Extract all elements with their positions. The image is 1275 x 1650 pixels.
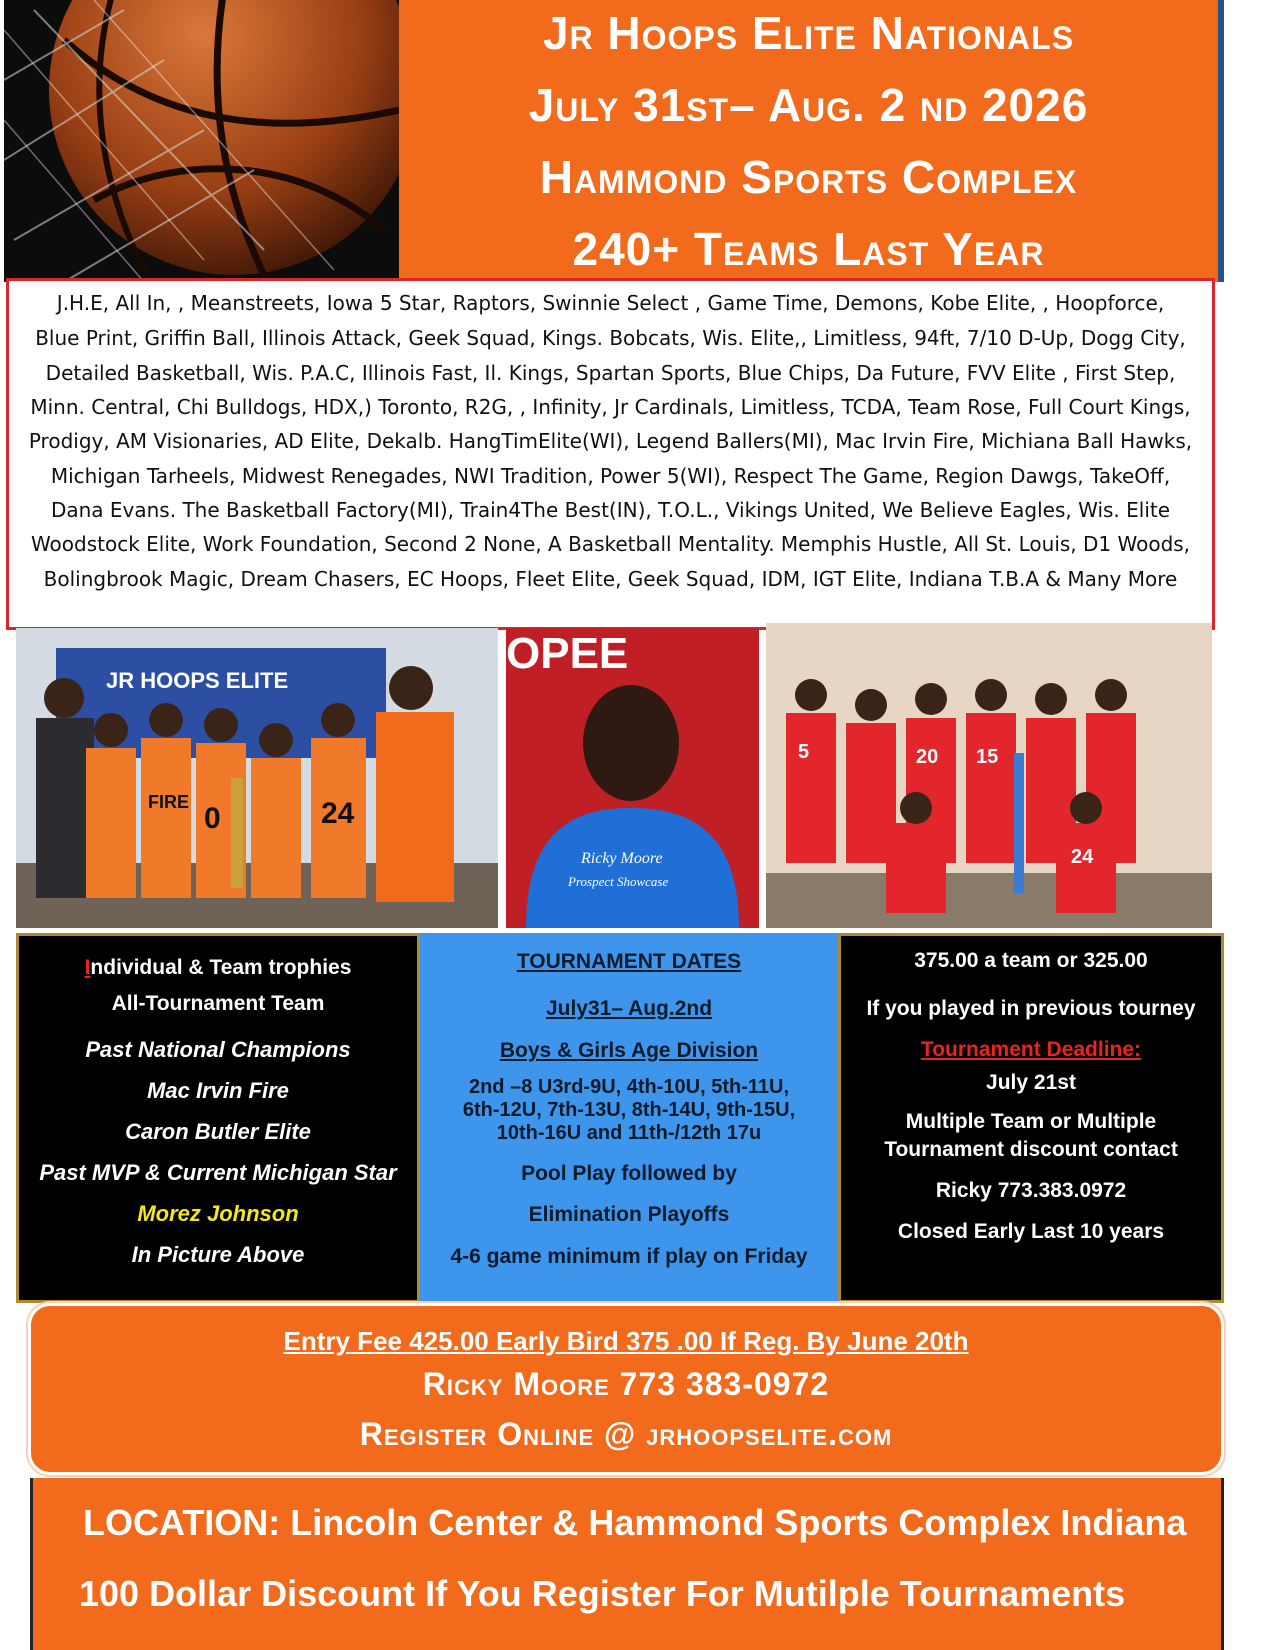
trophies-rest: ndividual & Team trophies: [90, 956, 352, 979]
trophies-line: [19, 956, 417, 980]
team-line: Dana Evans. The Basketball Factory(MI), Train4The Best(IN), T.O.L., Vikings United, We Believe Eagles, Wis. Elite: [50, 498, 1171, 522]
tournament-dates-panel: [420, 933, 838, 1303]
team-line: Bolingbrook Magic, Dream Chasers, EC Hoops, Fleet Elite, Geek Squad, IDM, IGT Elite, Indiana T.B.A & Many More: [43, 567, 1178, 591]
mvp-name: Morez Johnson: [137, 1201, 299, 1226]
discount-text: 100 Dollar Discount If You Register For Mutilple Tournaments: [79, 1573, 1126, 1614]
previous-tourney-note: If you played in previous tourney: [866, 997, 1196, 1020]
team-line: Woodstock Elite, Work Foundation, Second 2 None, A Basketball Mentality. Memphis Hustle, All St. Louis, D1 Woods,: [30, 532, 1191, 556]
shirt-subtext: Prospect Showcase: [568, 874, 669, 889]
closed-early-note: Closed Early Last 10 years: [897, 1220, 1165, 1243]
division-line: 6th-12U, 7th-13U, 8th-14U, 9th-15U,: [462, 1099, 796, 1121]
awards-panel: [16, 933, 420, 1303]
jersey-number: 24: [1071, 846, 1094, 868]
backdrop-text: OPEE: [506, 629, 629, 678]
event-title: Jr Hoops Elite Nationals: [542, 7, 1075, 59]
picture-note: In Picture Above: [131, 1242, 305, 1267]
team-line: J.H.E, All In, , Meanstreets, Iowa 5 Star, Raptors, Swinnie Select , Game Time, Demons, Kobe Elite, , Hoopforce,: [56, 291, 1165, 315]
deadline-date: July 21st: [986, 1071, 1076, 1094]
team-line: Detailed Basketball, Wis. P.A.C, Illinois Fast, Il. Kings, Spartan Sports, Blue Chips, Da Future, FVV Elite , First Step,: [45, 361, 1176, 385]
register-online-link[interactable]: Register Online @ jrhoopselite.com: [359, 1416, 893, 1452]
past-champions-title: Past National Champions: [85, 1037, 351, 1062]
player-portrait-illustration: [506, 628, 759, 928]
champions-team-photo: [16, 628, 498, 928]
trophy-icon: [1014, 753, 1024, 893]
jersey-team-name: FIRE: [148, 792, 190, 812]
division-line: 2nd –8 U3rd-9U, 4th-10U, 5th-11U,: [468, 1076, 790, 1098]
contact-phone: Ricky 773.383.0972: [935, 1179, 1127, 1202]
teams-count: 240+ Teams Last Year: [572, 223, 1045, 275]
team-line: Minn. Central, Chi Bulldogs, HDX,) Toronto, R2G, , Infinity, Jr Cardinals, Limitless, TCDA, Team Rose, Full Court Kings,: [30, 395, 1191, 419]
basketball-illustration: [4, 0, 399, 282]
team-fire-illustration: [16, 628, 498, 928]
trophy-icon: [231, 778, 243, 888]
trophies-first-letter: I: [84, 956, 91, 979]
team-red-illustration: [766, 623, 1212, 928]
champion-name: Caron Butler Elite: [125, 1119, 311, 1144]
team-price: 375.00 a team or 325.00: [914, 949, 1148, 972]
jersey-number: 0: [204, 802, 221, 835]
elimination-text: Elimination Playoffs: [528, 1203, 730, 1226]
past-mvp-title: Past MVP & Current Michigan Star: [39, 1160, 397, 1185]
jersey-number: 24: [321, 797, 355, 830]
registration-banner: [28, 1303, 1224, 1475]
games-minimum: 4-6 game minimum if play on Friday: [450, 1245, 808, 1268]
pool-play-text: Pool Play followed by: [521, 1162, 737, 1185]
pricing-panel: [838, 933, 1224, 1303]
team-line: Blue Print, Griffin Ball, Illinois Attack, Geek Squad, Kings. Bobcats, Wis. Elite,, Limitless, 94ft, 7/10 D-Up, Dogg City,: [35, 326, 1186, 350]
event-dates: July 31st– Aug. 2 nd 2026: [528, 79, 1089, 131]
shirt-text: Ricky Moore: [581, 850, 663, 867]
all-tournament-team: All-Tournament Team: [111, 992, 325, 1015]
past-teams-list: [6, 278, 1215, 630]
tournament-dates-value: July31– Aug.2nd: [545, 997, 713, 1020]
jersey-number: 5: [798, 741, 810, 763]
discount-line: Tournament discount contact: [884, 1138, 1178, 1161]
division-title: Boys & Girls Age Division: [499, 1039, 759, 1062]
division-line: 10th-16U and 11th-/12th 17u: [496, 1122, 762, 1144]
location-banner: [30, 1478, 1224, 1650]
jersey-number: 15: [976, 746, 999, 768]
contact-name-phone: Ricky Moore 773 383-0972: [422, 1366, 830, 1402]
entry-fee: Entry Fee 425.00 Early Bird 375 .00 If Reg. By June 20th: [283, 1326, 969, 1356]
champion-name: Mac Irvin Fire: [147, 1078, 289, 1103]
jersey-number: 20: [916, 746, 939, 768]
tournament-dates-title: TOURNAMENT DATES: [516, 950, 742, 973]
mvp-player-photo: [506, 628, 759, 928]
location-text: LOCATION: Lincoln Center & Hammond Sports Complex Indiana: [83, 1502, 1187, 1543]
header-banner: [399, 0, 1224, 282]
team-line: Prodigy, AM Visionaries, AD Elite, Dekalb. HangTimElite(WI), Legend Ballers(MI), Mac Irvin Fire, Michiana Ball Hawks,: [28, 429, 1193, 453]
team-line: Michigan Tarheels, Midwest Renegades, NWI Tradition, Power 5(WI), Respect The Game, Region Dawgs, TakeOff,: [50, 464, 1171, 488]
deadline-label: Tournament Deadline:: [920, 1038, 1142, 1061]
banner-text: JR HOOPS ELITE: [106, 668, 289, 693]
basketball-hero-image: [4, 0, 399, 282]
event-venue: Hammond Sports Complex: [539, 151, 1078, 203]
red-team-photo: [766, 623, 1212, 928]
discount-line: Multiple Team or Multiple: [905, 1110, 1157, 1133]
